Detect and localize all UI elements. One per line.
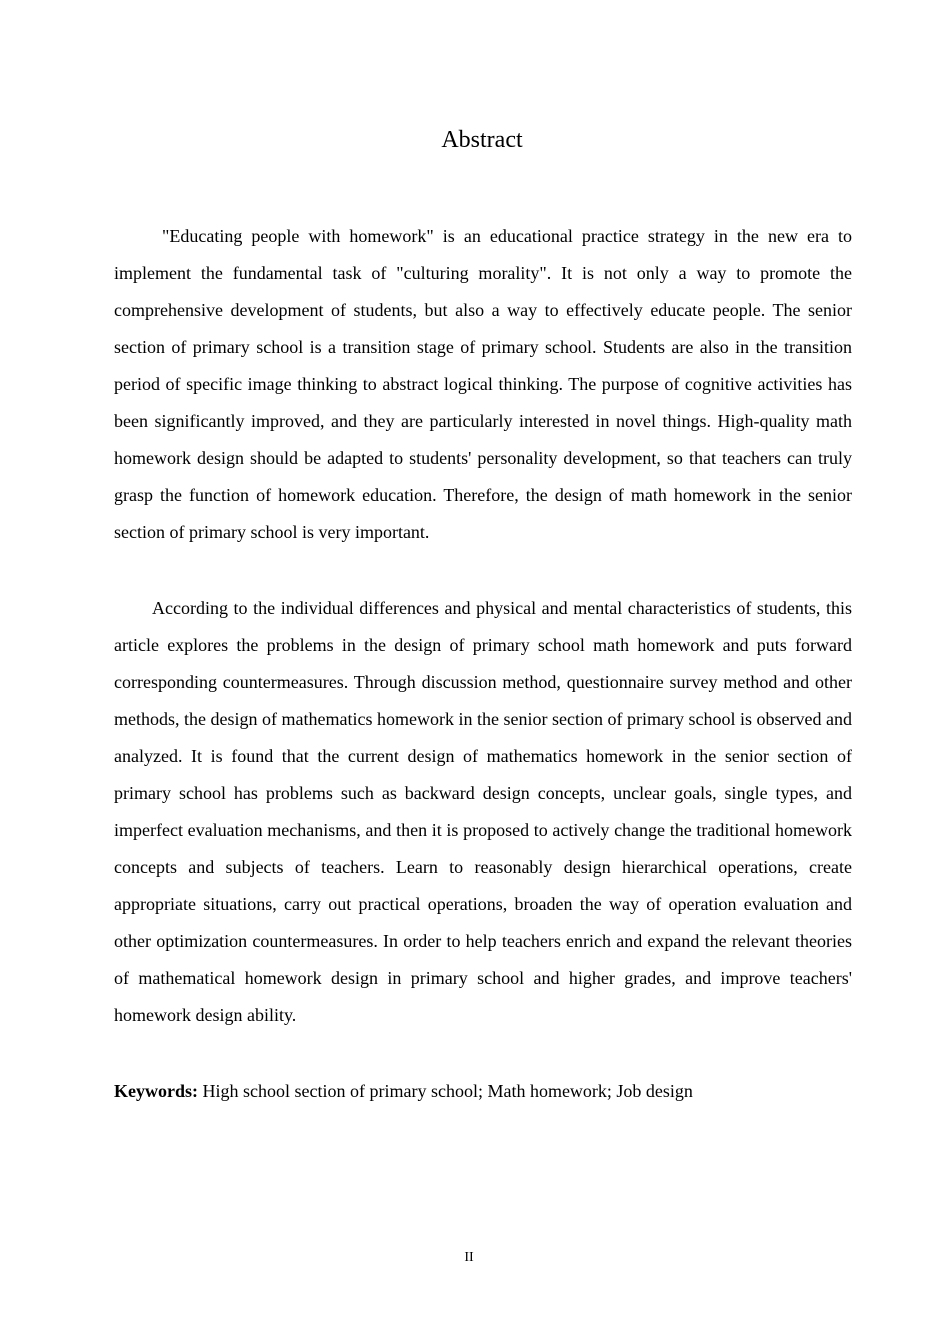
abstract-paragraph-2: According to the individual differences and physical and mental characteristics of students, this article explores the problems in the design of primary school math homework and puts forward corresponding countermeasures. Through discussion method, questionnaire survey method and other methods, the design of mathematics homework in the senior section of primary school is observed and analyzed. It is found that the current design of mathematics homework in the senior section of primary school has problems such as backward design concepts, unclear goals, single types, and imperfect evaluation mechanisms, and then it is proposed to actively change the traditional homework concepts and subjects of teachers. Learn to reasonably design hierarchical operations, create appropriate situations, carry out practical operations, broaden the way of operation evaluation and other optimization countermeasures. In order to help teachers enrich and expand the relevant theories of mathematical homework design in primary school and higher grades, and improve teachers' homework design ability. — [114, 598, 852, 1025]
keywords-label: Keywords: — [114, 1081, 198, 1101]
keywords-line — [114, 1077, 852, 1105]
page-number: II — [464, 1250, 474, 1265]
keywords-value: High school section of primary school; Math homework; Job design — [202, 1081, 693, 1101]
page-title: Abstract — [441, 127, 523, 153]
abstract-paragraph-1: "Educating people with homework" is an educational practice strategy in the new era to implement the fundamental task of "culturing morality". It is not only a way to promote the comprehensive development of students, but also a way to effectively educate people. The senior section of primary school is a transition stage of primary school. Students are also in the transition period of specific image thinking to abstract logical thinking. The purpose of cognitive activities has been significantly improved, and they are particularly interested in novel things. High-quality math homework design should be adapted to students' personality development, so that teachers can truly grasp the function of homework education. Therefore, the design of math homework in the senior section of primary school is very important. — [114, 226, 852, 542]
